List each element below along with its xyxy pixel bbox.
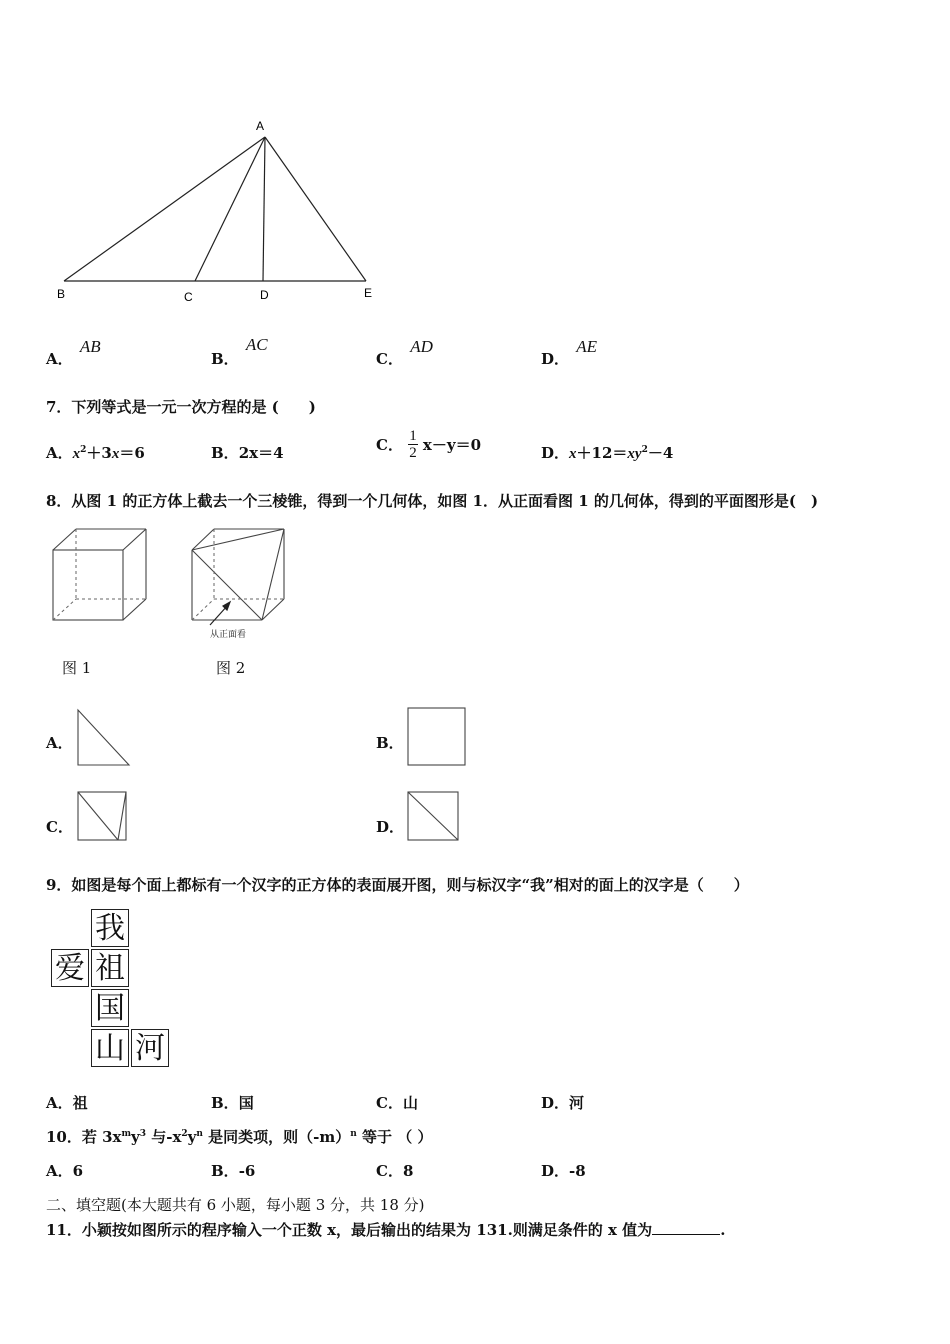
q6-option-a (46, 337, 101, 369)
option-letter: C． (376, 436, 403, 454)
q9-option-b (211, 1092, 254, 1113)
q8-option-a-shape (76, 708, 132, 768)
option-letter: D． (541, 350, 570, 368)
net-face-ai: 爱 (51, 949, 89, 987)
section-heading: 二、填空题(本大题共有 6 小题，每小题 3 分，共 18 分) (46, 1196, 425, 1214)
q10-stem: 10．若 $3x^my^3$ 与$-x^2y^n$ 是同类项，则$(-m)^n$ 等于 （ ） (46, 1128, 433, 1146)
option-letter: B． (211, 1162, 239, 1180)
q7-option-d: D．$x+12=xy^2-4$ (541, 444, 674, 462)
q9-stem: 9．如图是每个面上都标有一个汉字的正方体的表面展开图，则与标汉字“我”相对的面上的汉字是（ ） (46, 876, 749, 894)
net-face-shan: 山 (91, 1029, 129, 1067)
option-value: AC (245, 335, 268, 354)
option-letter: C． (376, 1162, 403, 1180)
figure-1-label: 图 1 (62, 659, 92, 677)
q10-option-a (46, 1160, 83, 1181)
q11-end: . (720, 1221, 726, 1239)
option-letter: A． (46, 1094, 73, 1112)
q8-option-a-letter: A． (46, 734, 73, 752)
q10-prefix: 10．若 3x (46, 1128, 122, 1146)
q8-option-d-shape (406, 790, 462, 844)
point-label-c: C (184, 290, 193, 304)
fraction-denominator: 2 (409, 445, 417, 461)
q8-option-d-letter: D． (376, 818, 405, 836)
net-face-guo: 国 (91, 989, 129, 1027)
figure-2-label: 图 2 (216, 659, 246, 677)
option-value: AE (576, 337, 598, 356)
option-letter: B． (211, 444, 239, 462)
option-value: AB (79, 337, 101, 356)
q8-stem: 8．从图 1 的正方体上截去一个三棱锥，得到一个几何体，如图 1．从正面看图 1 的几何体，得到的平面图形是( ) (46, 492, 819, 510)
point-label-b: B (57, 287, 66, 301)
view-direction-label: 从正面看 (210, 629, 247, 639)
option-letter: A． (46, 350, 73, 368)
q9-option-c (376, 1092, 418, 1113)
q7-option-a: A．$x^2+3x=6$ (46, 444, 145, 462)
option-letter: D． (541, 444, 570, 462)
q9-option-a (46, 1092, 88, 1113)
triangle-figure (50, 115, 390, 310)
option-value: 祖 (72, 1094, 88, 1112)
fraction-numerator: 1 (409, 428, 417, 444)
option-value: -6 (238, 1162, 256, 1180)
q8-option-b-letter: B． (376, 734, 404, 752)
point-label-a: A (256, 119, 265, 133)
answer-blank[interactable] (652, 1220, 720, 1235)
option-value: -8 (569, 1162, 586, 1180)
net-face-he: 河 (131, 1029, 169, 1067)
point-label-d: D (260, 288, 269, 302)
option-letter: C． (376, 350, 403, 368)
q8-option-c-letter: C． (46, 818, 73, 836)
option-value: AD (410, 337, 433, 356)
q9-option-d (541, 1092, 584, 1113)
option-letter: C． (376, 1094, 403, 1112)
q8-option-c-shape (76, 790, 130, 844)
q7-option-b (211, 442, 284, 463)
q10-option-b (211, 1160, 255, 1181)
fraction-one-half (408, 428, 418, 461)
q6-option-d (541, 337, 598, 369)
option-letter: B． (211, 350, 239, 368)
cube-figure-2 (186, 525, 296, 645)
net-face-zu: 祖 (91, 949, 129, 987)
q8-option-b-shape (406, 706, 468, 768)
option-value: 8 (402, 1162, 414, 1180)
q11-text: 11．小颖按如图所示的程序输入一个正数 x，最后输出的结果为 131.则满足条件的 x 值为 (46, 1221, 653, 1239)
q7-option-c (376, 428, 481, 461)
q7-stem: 7．下列等式是一元一次方程的是 ( ) (46, 398, 316, 416)
q6-option-c (376, 337, 433, 369)
q6-option-b (211, 335, 268, 369)
option-letter: A． (46, 1162, 73, 1180)
point-label-e: E (364, 286, 373, 300)
option-letter: A． (46, 444, 73, 462)
option-value: 国 (238, 1094, 254, 1112)
option-letter: D． (541, 1094, 570, 1112)
q10-option-c (376, 1160, 413, 1181)
option-value: 山 (402, 1094, 418, 1112)
option-letter: B． (211, 1094, 239, 1112)
cube-figure-1 (48, 525, 153, 625)
option-value: 6 (72, 1162, 84, 1180)
option-value: 2x＝4 (238, 444, 284, 462)
q11-stem (46, 1219, 725, 1240)
option-value: x－y＝0 (422, 436, 482, 454)
net-face-wo: 我 (91, 909, 129, 947)
option-value: 河 (569, 1094, 585, 1112)
option-letter: D． (541, 1162, 570, 1180)
q10-option-d (541, 1160, 586, 1181)
